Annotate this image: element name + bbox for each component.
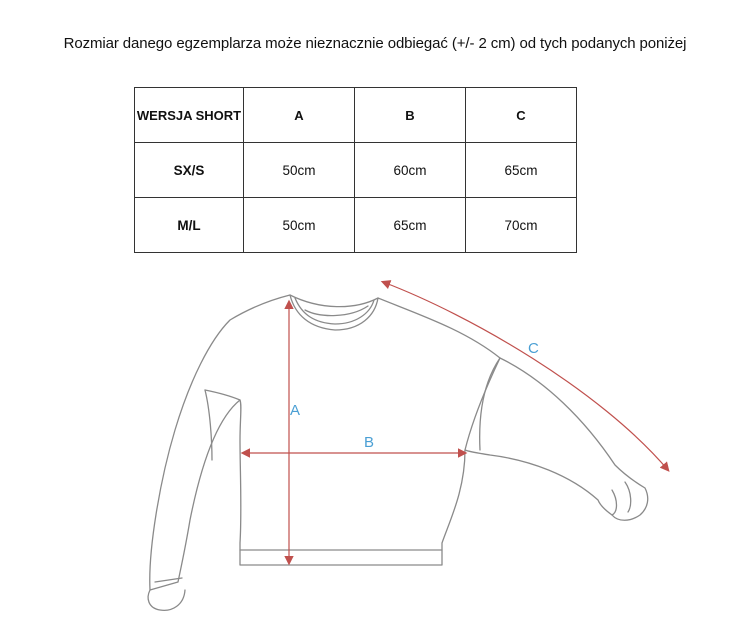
row-label-ml: M/L: [135, 198, 244, 253]
cell-ml-b: 65cm: [355, 198, 466, 253]
measurement-label-a: A: [290, 402, 301, 419]
size-tolerance-note: Rozmiar danego egzemplarza może nieznacznie odbiegać (+/- 2 cm) od tych podanych poniżej: [63, 35, 687, 52]
cell-sxs-b: 60cm: [355, 143, 466, 198]
cell-ml-c: 70cm: [466, 198, 577, 253]
column-header-b: B: [355, 88, 466, 143]
table-row: [135, 198, 577, 253]
column-header-a: A: [244, 88, 355, 143]
measurement-label-c: C: [528, 340, 539, 357]
table-row: [135, 143, 577, 198]
cell-sxs-c: 65cm: [466, 143, 577, 198]
measurement-label-b: B: [364, 434, 375, 451]
measurement-arrows: [243, 282, 668, 563]
size-table: [134, 87, 577, 253]
column-header-c: C: [466, 88, 577, 143]
cell-ml-a: 50cm: [244, 198, 355, 253]
sweatshirt-measurement-diagram: [0, 260, 750, 640]
table-header-row: [135, 88, 577, 143]
measurement-arrow-c: [383, 282, 668, 470]
column-header-version: WERSJA SHORT: [135, 88, 244, 143]
cell-sxs-a: 50cm: [244, 143, 355, 198]
row-label-sxs: SX/S: [135, 143, 244, 198]
